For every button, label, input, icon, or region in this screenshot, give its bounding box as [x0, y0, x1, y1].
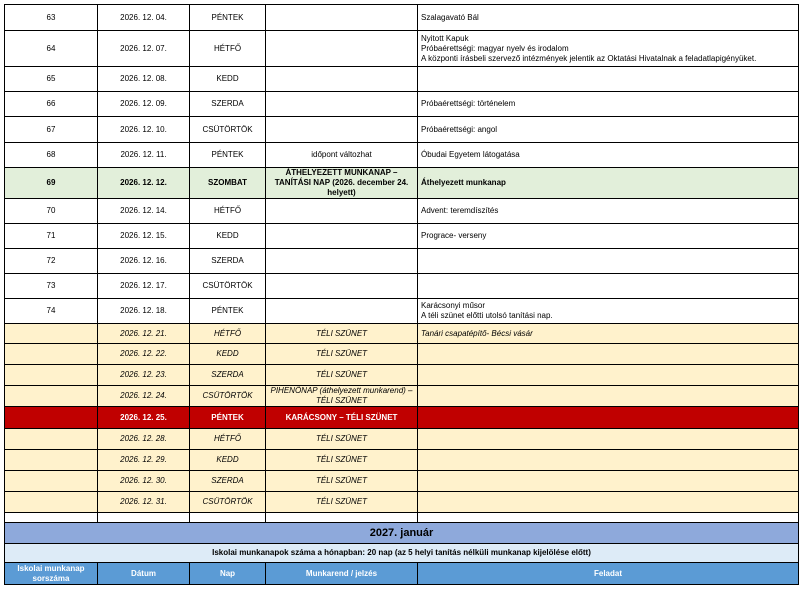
work-schedule-cell — [266, 513, 418, 523]
task-cell — [418, 199, 799, 224]
date-cell: 2026. 12. 28. — [98, 429, 190, 450]
workday-number-cell: 71 — [5, 224, 98, 249]
header-work-schedule: Munkarend / jelzés — [266, 563, 418, 585]
work-schedule-cell — [266, 299, 418, 324]
date-cell: 2026. 12. 14. — [98, 199, 190, 224]
workday-number-cell — [5, 407, 98, 429]
date-cell: 2026. 12. 09. — [98, 92, 190, 117]
work-schedule-cell: TÉLI SZÜNET — [266, 344, 418, 365]
calendar-row — [5, 407, 799, 429]
task-cell — [418, 274, 799, 299]
workday-number-cell: 64 — [5, 31, 98, 67]
date-cell: 2026. 12. 24. — [98, 386, 190, 407]
date-cell: 2026. 12. 08. — [98, 67, 190, 92]
calendar-row — [5, 386, 799, 407]
task-cell — [418, 31, 799, 67]
day-cell: PÉNTEK — [190, 5, 266, 31]
calendar-row — [5, 117, 799, 143]
work-schedule-cell: KARÁCSONY – TÉLI SZÜNET — [266, 407, 418, 429]
calendar-row — [5, 143, 799, 168]
task-cell — [418, 299, 799, 324]
calendar-row — [5, 513, 799, 523]
date-cell: 2026. 12. 16. — [98, 249, 190, 274]
day-cell: SZOMBAT — [190, 168, 266, 199]
task-cell — [418, 344, 799, 365]
task-cell — [418, 224, 799, 249]
day-cell: SZERDA — [190, 249, 266, 274]
day-cell: CSÜTÖRTÖK — [190, 492, 266, 513]
task-line: Áthelyezett munkanap — [421, 178, 506, 187]
task-cell — [418, 386, 799, 407]
school-calendar-table — [4, 4, 799, 585]
month-title-row — [5, 523, 799, 544]
work-schedule-cell: TÉLI SZÜNET — [266, 492, 418, 513]
date-cell: 2026. 12. 22. — [98, 344, 190, 365]
workday-number-cell: 70 — [5, 199, 98, 224]
work-schedule-cell: TÉLI SZÜNET — [266, 450, 418, 471]
calendar-row — [5, 92, 799, 117]
calendar-row — [5, 429, 799, 450]
date-cell: 2026. 12. 15. — [98, 224, 190, 249]
calendar-row — [5, 67, 799, 92]
task-line: Próbaérettségi: angol — [421, 124, 498, 134]
work-schedule-cell: TÉLI SZÜNET — [266, 429, 418, 450]
calendar-row — [5, 344, 799, 365]
task-cell — [418, 450, 799, 471]
day-cell: KEDD — [190, 344, 266, 365]
day-cell: CSÜTÖRTÖK — [190, 386, 266, 407]
day-cell: KEDD — [190, 450, 266, 471]
task-cell — [418, 471, 799, 492]
calendar-row — [5, 492, 799, 513]
task-line: Próbaérettségi: történelem — [421, 99, 516, 108]
day-cell: KEDD — [190, 67, 266, 92]
workday-number-cell: 67 — [5, 117, 98, 143]
calendar-row — [5, 5, 799, 31]
workday-number-cell: 74 — [5, 299, 98, 324]
day-cell: SZERDA — [190, 471, 266, 492]
work-schedule-cell — [266, 274, 418, 299]
calendar-row — [5, 168, 799, 199]
day-cell: CSÜTÖRTÖK — [190, 274, 266, 299]
date-cell: 2026. 12. 07. — [98, 31, 190, 67]
workday-number-cell — [5, 471, 98, 492]
work-schedule-cell — [266, 5, 418, 31]
task-line: Karácsonyi műsor — [421, 301, 486, 310]
day-cell: PÉNTEK — [190, 143, 266, 168]
workday-number-cell: 72 — [5, 249, 98, 274]
workday-number-cell — [5, 513, 98, 523]
header-day: Nap — [190, 563, 266, 585]
workday-number-cell: 68 — [5, 143, 98, 168]
calendar-row — [5, 299, 799, 324]
day-cell: HÉTFŐ — [190, 31, 266, 67]
workday-count-row — [5, 544, 799, 563]
workday-number-cell: 69 — [5, 168, 98, 199]
task-cell — [418, 429, 799, 450]
header-workday-number: Iskolai munkanap sorszáma — [5, 563, 98, 585]
task-cell — [418, 168, 799, 199]
day-cell: KEDD — [190, 224, 266, 249]
date-cell: 2026. 12. 25. — [98, 407, 190, 429]
calendar-row — [5, 199, 799, 224]
calendar-row — [5, 324, 799, 344]
date-cell: 2026. 12. 29. — [98, 450, 190, 471]
work-schedule-cell — [266, 92, 418, 117]
workday-number-cell: 66 — [5, 92, 98, 117]
calendar-row — [5, 471, 799, 492]
work-schedule-cell — [266, 199, 418, 224]
day-cell: PÉNTEK — [190, 407, 266, 429]
calendar-row — [5, 31, 799, 67]
header-date: Dátum — [98, 563, 190, 585]
work-schedule-cell: TÉLI SZÜNET — [266, 324, 418, 344]
day-cell: HÉTFŐ — [190, 199, 266, 224]
day-cell: CSÜTÖRTÖK — [190, 117, 266, 143]
work-schedule-cell — [266, 224, 418, 249]
task-cell — [418, 5, 799, 31]
date-cell: 2026. 12. 30. — [98, 471, 190, 492]
date-cell — [98, 513, 190, 523]
day-cell: PÉNTEK — [190, 299, 266, 324]
month-title: 2027. január — [5, 523, 799, 544]
work-schedule-cell: ÁTHELYEZETT MUNKANAP – TANÍTÁSI NAP (2026. december 24. helyett) — [266, 168, 418, 199]
work-schedule-cell: TÉLI SZÜNET — [266, 471, 418, 492]
task-line: Prograce- verseny — [421, 231, 487, 240]
day-cell: SZERDA — [190, 365, 266, 386]
task-cell — [418, 249, 799, 274]
task-cell — [418, 492, 799, 513]
workday-number-cell — [5, 344, 98, 365]
work-schedule-cell — [266, 117, 418, 143]
day-cell — [190, 513, 266, 523]
work-schedule-cell — [266, 31, 418, 67]
workday-number-cell — [5, 429, 98, 450]
header-task: Feladat — [418, 563, 799, 585]
task-line: Óbudai Egyetem látogatása — [421, 150, 520, 159]
task-line: Nyitott Kapuk — [421, 33, 469, 43]
date-cell: 2026. 12. 11. — [98, 143, 190, 168]
date-cell: 2026. 12. 04. — [98, 5, 190, 31]
task-line: Tanári csapatépítő- Bécsi vásár — [421, 328, 533, 338]
task-cell — [418, 324, 799, 344]
calendar-row — [5, 274, 799, 299]
calendar-row — [5, 450, 799, 471]
task-cell — [418, 67, 799, 92]
workday-number-cell: 73 — [5, 274, 98, 299]
workday-number-cell — [5, 450, 98, 471]
date-cell: 2026. 12. 12. — [98, 168, 190, 199]
date-cell: 2026. 12. 17. — [98, 274, 190, 299]
calendar-body — [5, 5, 799, 523]
calendar-row — [5, 224, 799, 249]
date-cell: 2026. 12. 10. — [98, 117, 190, 143]
workday-number-cell — [5, 324, 98, 344]
calendar-row — [5, 365, 799, 386]
task-line: Próbaérettségi: magyar nyelv és irodalom — [421, 43, 569, 53]
task-line: Szalagavató Bál — [421, 12, 479, 22]
column-header-row — [5, 563, 799, 585]
day-cell: HÉTFŐ — [190, 324, 266, 344]
workday-number-cell — [5, 365, 98, 386]
work-schedule-cell: TÉLI SZÜNET — [266, 365, 418, 386]
task-line: A téli szünet előtti utolsó tanítási nap. — [421, 311, 553, 320]
workday-number-cell: 65 — [5, 67, 98, 92]
date-cell: 2026. 12. 18. — [98, 299, 190, 324]
task-cell — [418, 92, 799, 117]
day-cell: SZERDA — [190, 92, 266, 117]
task-cell — [418, 407, 799, 429]
workday-count-text: Iskolai munkanapok száma a hónapban: 20 nap (az 5 helyi tanítás nélküli munkanap kijelölése előtt) — [5, 544, 799, 563]
work-schedule-cell: PIHENŐNAP (áthelyezett munkarend) – TÉLI SZÜNET — [266, 386, 418, 407]
calendar-row — [5, 249, 799, 274]
work-schedule-cell — [266, 249, 418, 274]
workday-number-cell — [5, 492, 98, 513]
date-cell: 2026. 12. 23. — [98, 365, 190, 386]
day-cell: HÉTFŐ — [190, 429, 266, 450]
task-cell — [418, 117, 799, 143]
workday-number-cell: 63 — [5, 5, 98, 31]
task-cell — [418, 143, 799, 168]
date-cell: 2026. 12. 31. — [98, 492, 190, 513]
task-cell — [418, 513, 799, 523]
work-schedule-cell — [266, 67, 418, 92]
task-line: A központi írásbeli szervező intézmények jelentik az Oktatási Hivatalnak a feladatlapigényüket. — [421, 53, 757, 63]
next-month-section — [5, 523, 799, 585]
task-line: Advent: teremdíszítés — [421, 206, 499, 215]
task-cell — [418, 365, 799, 386]
work-schedule-cell: időpont változhat — [266, 143, 418, 168]
date-cell: 2026. 12. 21. — [98, 324, 190, 344]
workday-number-cell — [5, 386, 98, 407]
